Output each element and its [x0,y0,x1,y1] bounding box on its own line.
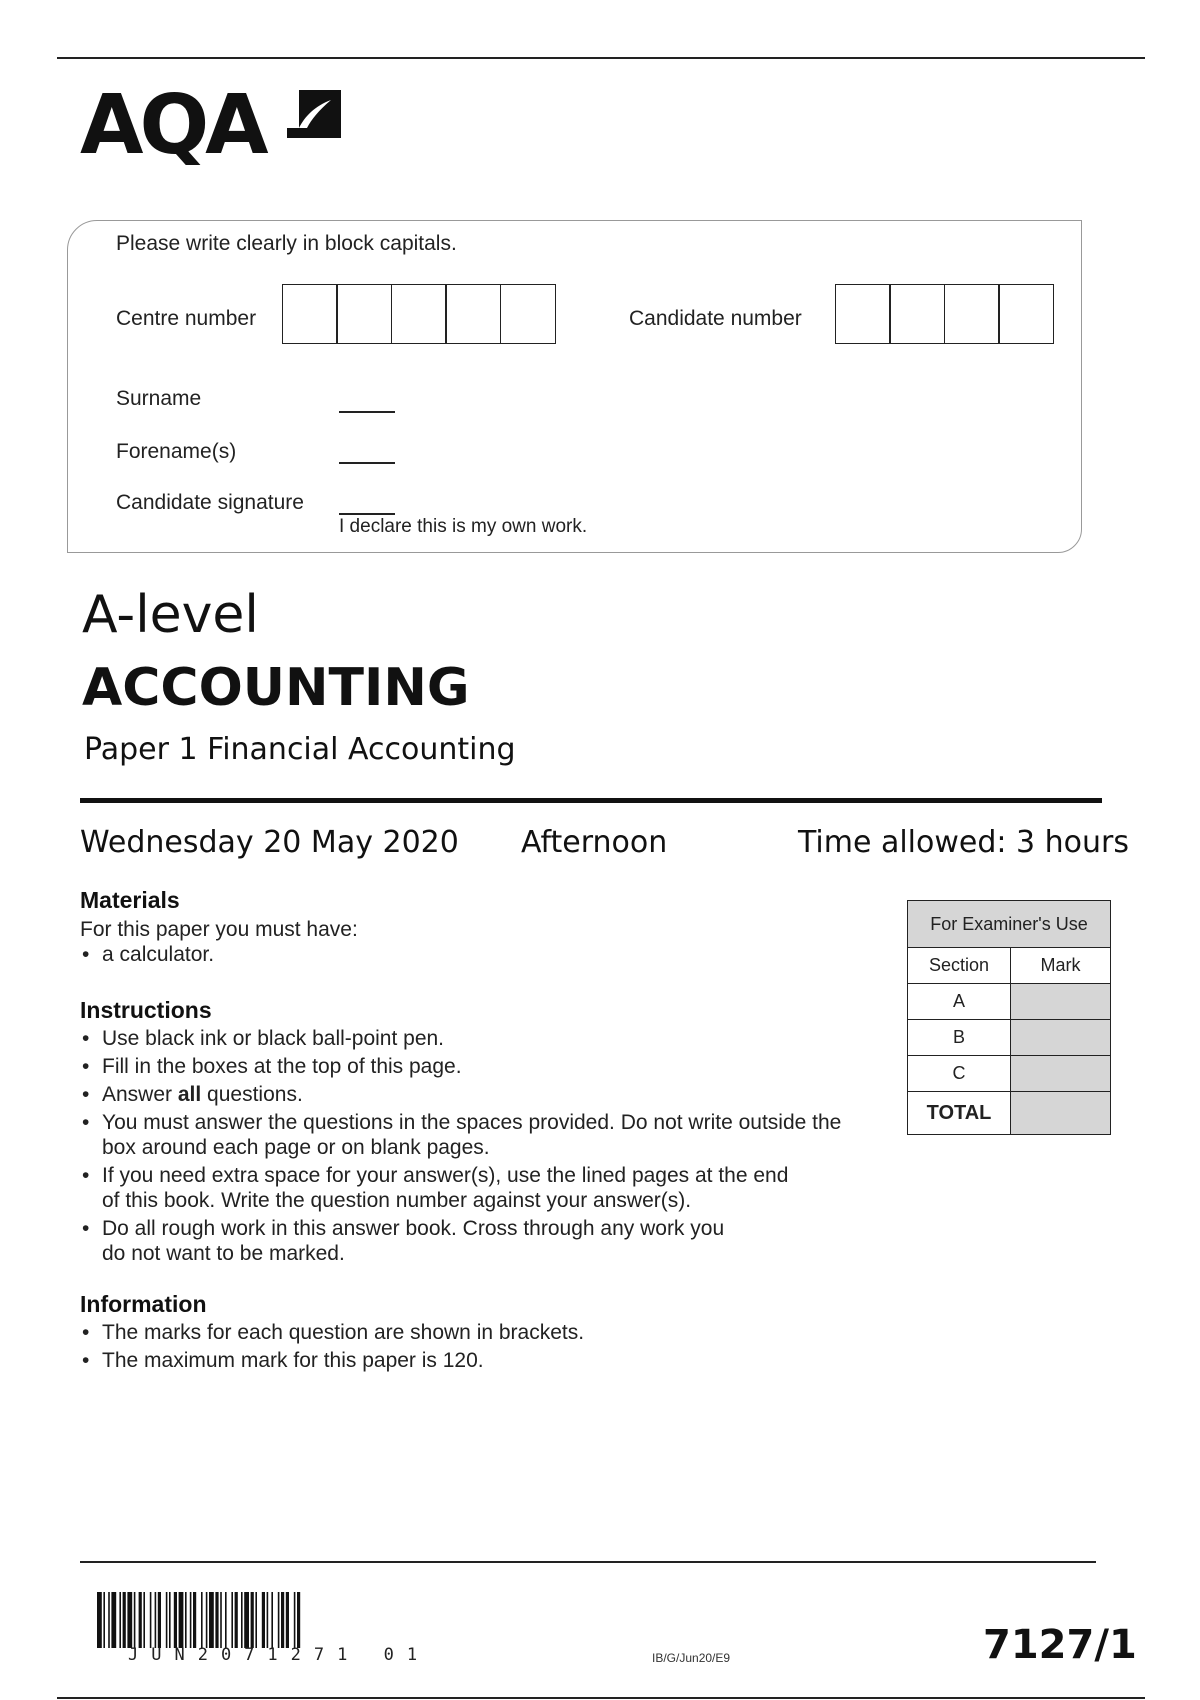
candidate-number-box[interactable] [998,284,1054,344]
list-item: • The marks for each question are shown in brackets. [80,1320,860,1345]
mark-cell[interactable] [1011,1056,1111,1092]
examiner-table-title: For Examiner's Use [908,901,1111,948]
examiner-use-table [907,900,1111,1135]
time-allowed: Time allowed: 3 hours [798,825,1130,860]
materials-section [80,887,860,970]
materials-list [80,942,860,967]
materials-intro: For this paper you must have: [80,918,358,941]
information-heading: Information [80,1291,207,1317]
aqa-logo [80,78,265,185]
centre-number-box[interactable] [500,284,556,344]
mark-column-header: Mark [1011,948,1111,984]
block-capitals-instruction: Please write clearly in block capitals. [116,232,457,255]
barcode-digits: JUN2071271 01 [128,1645,431,1665]
document-reference: IB/G/Jun20/E9 [652,1651,731,1665]
candidate-number-box[interactable] [835,284,891,344]
aqa-leaf-icon [285,88,343,148]
list-item: • Answer all questions. [80,1082,860,1107]
mark-cell[interactable] [1011,984,1111,1020]
surname-label: Surname [116,387,202,410]
list-item: • Use black ink or black ball-point pen. [80,1026,860,1051]
instructions-list [80,1026,860,1266]
list-item: • You must answer the questions in the spaces provided. Do not write outside the box around each page or on blank pages. [80,1110,862,1160]
list-item: • The maximum mark for this paper is 120. [80,1348,860,1373]
list-item: • a calculator. [80,942,860,967]
list-item: • Do all rough work in this answer book. Cross through any work you do not want to be marked. [80,1216,742,1266]
candidate-number-box[interactable] [944,284,1000,344]
candidate-number-label: Candidate number [629,307,802,330]
barcode [97,1592,479,1648]
list-item: • Fill in the boxes at the top of this page. [80,1054,860,1079]
total-mark-cell[interactable] [1011,1092,1111,1135]
exam-date: Wednesday 20 May 2020 [80,825,459,860]
centre-number-box[interactable] [336,284,392,344]
section-cell: C [908,1056,1011,1092]
centre-number-box[interactable] [391,284,447,344]
materials-heading: Materials [80,887,180,913]
candidate-number-box[interactable] [889,284,945,344]
signature-label: Candidate signature [116,491,304,514]
declaration-text: I declare this is my own work. [339,516,588,537]
bottom-rule [57,1697,1145,1699]
signature-field[interactable] [339,513,395,515]
paper-title: Paper 1 Financial Accounting [84,732,516,767]
forename-label: Forename(s) [116,440,237,463]
surname-field[interactable] [339,411,395,413]
list-item: • If you need extra space for your answer(s), use the lined pages at the end of this book. Write the question number against your answer(s). [80,1163,802,1213]
centre-number-label: Centre number [116,307,257,330]
instructions-heading: Instructions [80,997,212,1023]
candidate-number-boxes[interactable] [836,284,1054,344]
information-section [80,1291,860,1376]
instructions-section [80,997,860,1269]
information-list [80,1320,860,1373]
subject-title: ACCOUNTING [82,658,470,718]
section-column-header: Section [908,948,1011,984]
title-rule [80,798,1102,803]
logo-text: AQA [80,78,265,173]
top-rule [57,57,1145,59]
centre-number-box[interactable] [445,284,501,344]
mark-cell[interactable] [1011,1020,1111,1056]
footer-rule [80,1561,1096,1563]
qualification-level: A-level [82,585,259,645]
paper-code: 7127/1 [983,1622,1137,1668]
total-label: TOTAL [908,1092,1011,1135]
forename-field[interactable] [339,462,395,464]
section-cell: B [908,1020,1011,1056]
centre-number-box[interactable] [282,284,338,344]
centre-number-boxes[interactable] [283,284,556,344]
exam-session: Afternoon [521,825,668,860]
section-cell: A [908,984,1011,1020]
